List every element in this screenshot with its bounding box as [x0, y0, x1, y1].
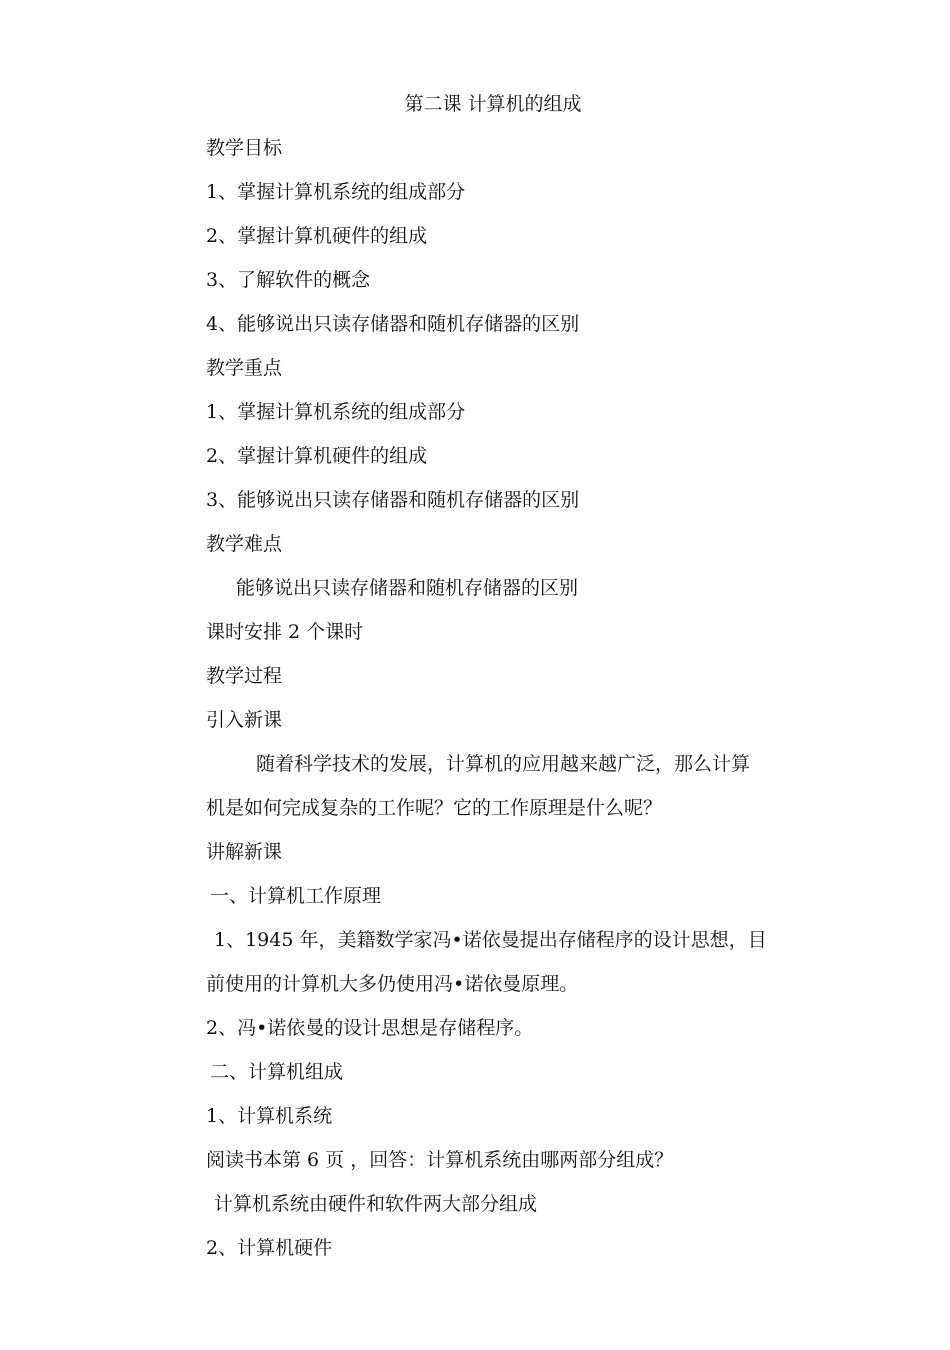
section-1-item-1-line-2: 前使用的计算机大多仍使用冯•诺依曼原理。	[206, 973, 579, 995]
document-title: 第二课 计算机的组成	[404, 93, 582, 115]
heading-introduction: 引入新课	[206, 709, 283, 731]
class-hours: 课时安排 2 个课时	[206, 621, 364, 643]
heading-difficulties: 教学难点	[206, 533, 283, 555]
heading-teaching-process: 教学过程	[206, 665, 283, 687]
document-body	[206, 134, 784, 1278]
section-2-item-2: 2、计算机硬件	[206, 1237, 333, 1259]
section-1-item-1-line-1: 1、1945 年，美籍数学家冯•诺依曼提出存储程序的设计思想，目	[214, 929, 767, 951]
section-2-item-1: 1、计算机系统	[206, 1105, 333, 1127]
objective-item-3: 3、了解软件的概念	[206, 269, 371, 291]
heading-key-points: 教学重点	[206, 357, 283, 379]
intro-paragraph-line-2: 机是如何完成复杂的工作呢？它的工作原理是什么呢？	[206, 797, 663, 819]
reading-question: 阅读书本第 6 页 ，回答：计算机系统由哪两部分组成？	[206, 1149, 674, 1171]
objective-item-2: 2、掌握计算机硬件的组成	[206, 225, 428, 247]
objective-item-1: 1、掌握计算机系统的组成部分	[206, 181, 466, 203]
reading-answer: 计算机系统由硬件和软件两大部分组成	[214, 1193, 538, 1215]
section-2-heading: 二、计算机组成	[210, 1061, 344, 1083]
difficulty-item: 能够说出只读存储器和随机存储器的区别	[236, 577, 579, 599]
key-point-item-2: 2、掌握计算机硬件的组成	[206, 445, 428, 467]
heading-teaching-objectives: 教学目标	[206, 137, 283, 159]
objective-item-4: 4、能够说出只读存储器和随机存储器的区别	[206, 313, 580, 335]
section-1-heading: 一、计算机工作原理	[210, 885, 382, 907]
heading-new-lesson: 讲解新课	[206, 841, 283, 863]
intro-paragraph-line-1: 随着科学技术的发展，计算机的应用越来越广泛，那么计算	[256, 753, 751, 775]
key-point-item-1: 1、掌握计算机系统的组成部分	[206, 401, 466, 423]
section-1-item-2: 2、冯•诺依曼的设计思想是存储程序。	[206, 1017, 534, 1039]
key-point-item-3: 3、能够说出只读存储器和随机存储器的区别	[206, 489, 580, 511]
